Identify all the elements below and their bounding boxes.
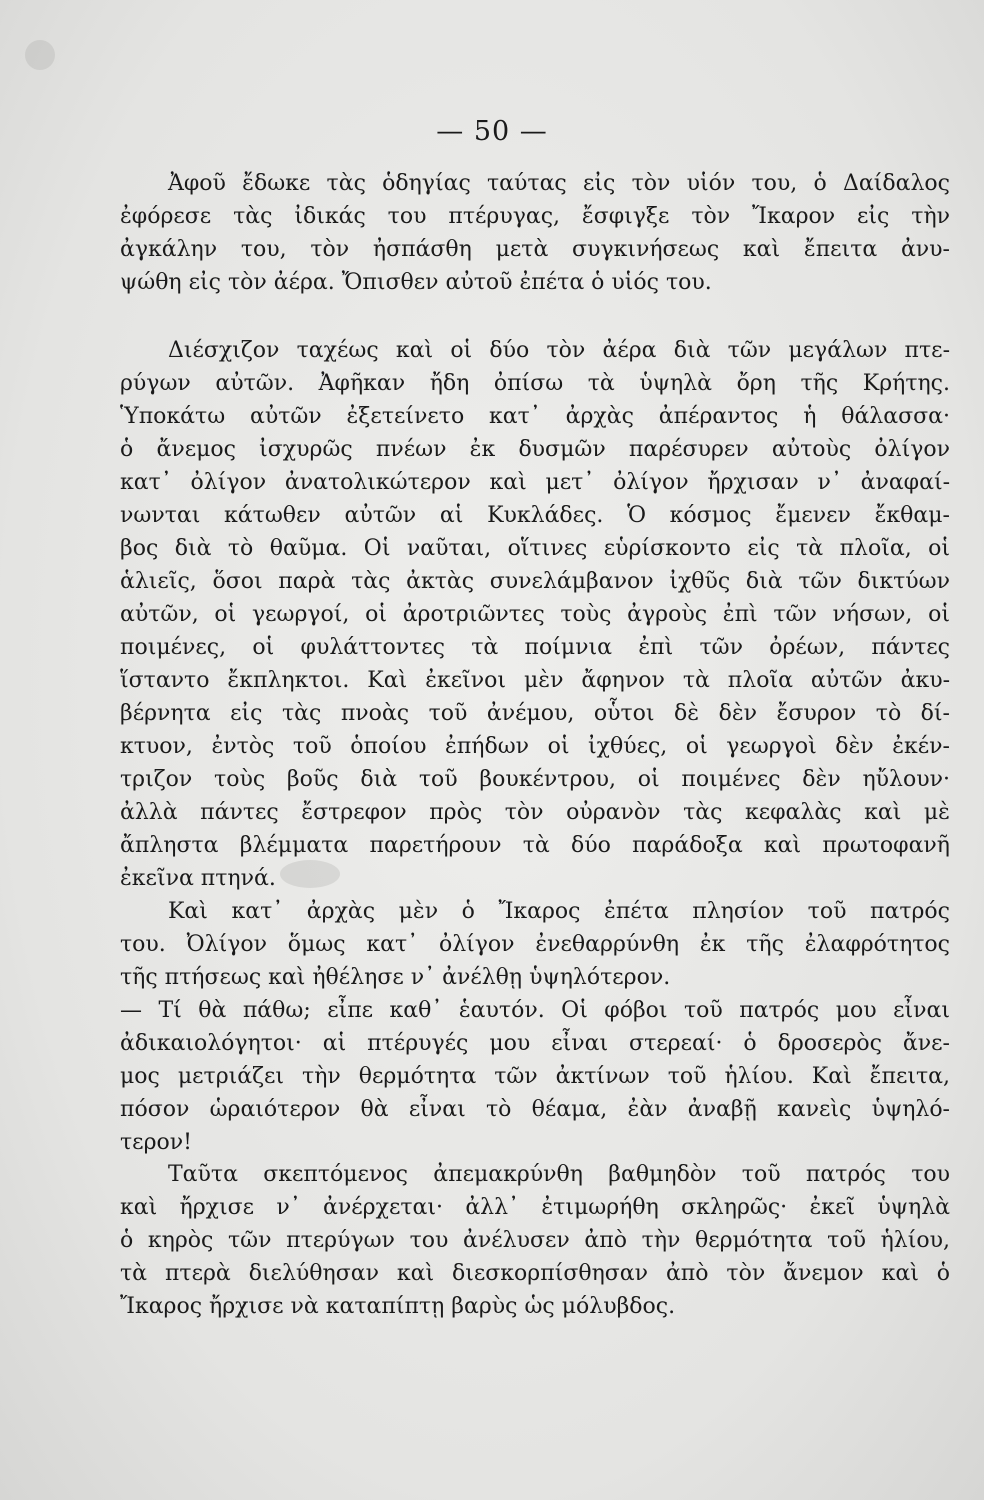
text-line: ἀγκάλην του, τὸν ἠσπάσθη μετὰ συγκινήσεως καὶ ἔπειτα ἀνυ- (120, 237, 950, 262)
text-line: ἄπληστα βλέμματα παρετήρουν τὰ δύο παράδοξα καὶ πρωτοφανῆ (120, 833, 950, 858)
text-line: Καὶ κατ᾽ ἀρχὰς μὲν ὁ Ἴκαρος ἐπέτα πλησίον τοῦ πατρός (168, 899, 950, 924)
text-line: ἐκεῖνα πτηνά. (120, 866, 276, 891)
text-line: ψώθη εἰς τὸν ἀέρα. Ὄπισθεν αὐτοῦ ἐπέτα ὁ υἱός του. (120, 270, 712, 295)
text-line: κατ᾽ ὀλίγον ἀνατολικώτερον καὶ μετ᾽ ὀλίγον ἤρχισαν ν᾽ ἀναφαί- (120, 470, 950, 495)
text-line: μος μετριάζει τὴν θερμότητα τῶν ἀκτίνων τοῦ ἡλίου. Καὶ ἔπειτα, (120, 1064, 950, 1089)
text-line: ἀδικαιολόγητοι· αἱ πτέρυγές μου εἶναι στερεαί· ὁ δροσερὸς ἄνε- (120, 1031, 950, 1056)
paper-stain (25, 40, 55, 70)
text-line: κτυον, ἐντὸς τοῦ ὁποίου ἐπήδων οἱ ἰχθύες, οἱ γεωργοὶ δὲν ἐκέν- (120, 734, 950, 759)
text-line: Ταῦτα σκεπτόμενος ἀπεμακρύνθη βαθμηδὸν τοῦ πατρός του (168, 1162, 950, 1187)
page-number: — 50 — (436, 116, 548, 147)
paragraph-3 (120, 895, 950, 1159)
paragraph-2 (120, 334, 950, 895)
text-line: τερον! (120, 1130, 192, 1155)
text-line: — Τί θὰ πάθω; εἶπε καθ᾽ ἑαυτόν. Οἱ φόβοι τοῦ πατρός μου εἶναι (120, 998, 950, 1023)
text-line: ἵσταντο ἔκπληκτοι. Καὶ ἐκεῖνοι μὲν ἄφηνον τὰ πλοῖα αὐτῶν ἀκυ- (120, 668, 950, 693)
text-line: αὐτῶν, οἱ γεωργοί, οἱ ἀροτριῶντες τοὺς ἀγροὺς ἐπὶ τῶν νήσων, οἱ (120, 602, 950, 627)
text-line: ὁ κηρὸς τῶν πτερύγων του ἀνέλυσεν ἀπὸ τὴν θερμότητα τοῦ ἡλίου, (120, 1228, 950, 1253)
text-line: ἀλλὰ πάντες ἔστρεφον πρὸς τὸν οὐρανὸν τὰς κεφαλὰς καὶ μὲ (120, 800, 950, 825)
text-line: Ἀφοῦ ἔδωκε τὰς ὁδηγίας ταύτας εἰς τὸν υἱόν του, ὁ Δαίδαλος (168, 171, 950, 196)
text-line: καὶ ἤρχισε ν᾽ ἀνέρχεται· ἀλλ᾽ ἐτιμωρήθη σκληρῶς· ἐκεῖ ὑψηλὰ (120, 1195, 950, 1220)
text-line: ποιμένες, οἱ φυλάττοντες τὰ ποίμνια ἐπὶ τῶν ὀρέων, πάντες (120, 635, 950, 660)
paragraph-4 (120, 1158, 950, 1323)
text-line: βέρνητα εἰς τὰς πνοὰς τοῦ ἀνέμου, οὗτοι δὲ δὲν ἔσυρον τὸ δί- (120, 701, 950, 726)
paragraph-1 (120, 167, 950, 299)
text-line: Ἴκαρος ἤρχισε νὰ καταπίπτῃ βαρὺς ὡς μόλυβδος. (120, 1294, 676, 1319)
text-line: τὰ πτερὰ διελύθησαν καὶ διεσκορπίσθησαν ἀπὸ τὸν ἄνεμον καὶ ὁ (120, 1261, 950, 1286)
text-line: πόσον ὡραιότερον θὰ εἶναι τὸ θέαμα, ἐὰν ἀναβῇ κανεὶς ὑψηλό- (120, 1097, 950, 1122)
text-line: τῆς πτήσεως καὶ ἠθέλησε ν᾽ ἀνέλθῃ ὑψηλότερον. (120, 965, 671, 990)
text-line: Ὑποκάτω αὐτῶν ἐξετείνετο κατ᾽ ἀρχὰς ἀπέραντος ἡ θάλασσα· (120, 404, 950, 429)
text-line: Διέσχιζον ταχέως καὶ οἱ δύο τὸν ἀέρα διὰ τῶν μεγάλων πτε- (168, 338, 950, 363)
text-line: ἐφόρεσε τὰς ἰδικάς του πτέρυγας, ἔσφιγξε τὸν Ἴκαρον εἰς τὴν (120, 204, 950, 229)
text-line: του. Ὀλίγον ὅμως κατ᾽ ὀλίγον ἐνεθαρρύνθη ἐκ τῆς ἐλαφρότητος (120, 932, 950, 957)
text-line: νωνται κάτωθεν αὐτῶν αἱ Κυκλάδες. Ὁ κόσμος ἔμενεν ἔκθαμ- (120, 503, 950, 528)
text-line: ἁλιεῖς, ὅσοι παρὰ τὰς ἀκτὰς συνελάμβανον ἰχθῦς διὰ τῶν δικτύων (120, 569, 950, 594)
text-line: τριζον τοὺς βοῦς διὰ τοῦ βουκέντρου, οἱ ποιμένες δὲν ηὔλουν· (120, 767, 950, 792)
text-line: βος διὰ τὸ θαῦμα. Οἱ ναῦται, οἵτινες εὑρίσκοντο εἰς τὰ πλοῖα, οἱ (120, 536, 950, 561)
text-line: ὁ ἄνεμος ἰσχυρῶς πνέων ἐκ δυσμῶν παρέσυρεν αὐτοὺς ὀλίγον (120, 437, 950, 462)
text-line: ρύγων αὐτῶν. Ἀφῆκαν ἤδη ὀπίσω τὰ ὑψηλὰ ὄρη τῆς Κρήτης. (120, 371, 950, 396)
